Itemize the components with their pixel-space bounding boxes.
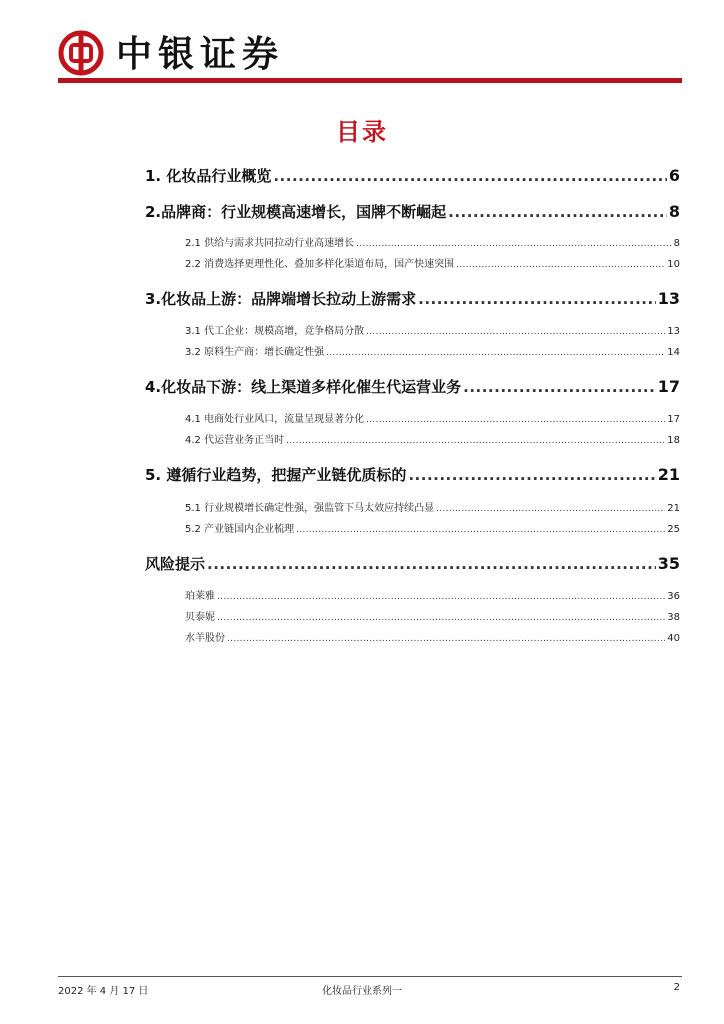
page-header: [58, 20, 682, 80]
toc-entry-page: 25: [667, 524, 680, 535]
footer-date: 2022 年 4 月 17 日: [58, 986, 149, 997]
toc-subentry[interactable]: [185, 325, 680, 339]
toc-entry-page: 21: [657, 465, 680, 484]
toc-entry[interactable]: [145, 166, 680, 186]
toc-entry[interactable]: [145, 465, 680, 485]
toc-entry-label: 3.2 原料生产商：增长确定性强: [185, 347, 325, 358]
toc-entry-page: 14: [667, 347, 680, 358]
toc-subentry[interactable]: [185, 346, 680, 360]
toc-title: 目录: [336, 118, 388, 146]
toc-subentry[interactable]: [185, 237, 680, 251]
toc-entry-page: 38: [667, 612, 680, 623]
toc-entry-label: 1. 化妆品行业概览: [145, 167, 272, 185]
toc-entry-label: 风险提示: [145, 555, 206, 573]
header-rule: [58, 78, 682, 83]
footer-page-number: 2: [673, 982, 680, 993]
toc-entry-page: 8: [668, 202, 680, 221]
toc-leader-dots: [366, 325, 665, 339]
toc-entry-label: 珀莱雅: [185, 591, 215, 602]
toc-entry-label: 3.1 代工企业：规模高增，竞争格局分散: [185, 326, 365, 337]
toc-subentry[interactable]: [185, 434, 680, 448]
toc-leader-dots: [448, 202, 667, 222]
toc-leader-dots: [436, 502, 665, 516]
toc-leader-dots: [408, 465, 655, 485]
toc-entry-page: 6: [668, 166, 680, 185]
toc-leader-dots: [207, 554, 656, 574]
toc-subentry[interactable]: [185, 632, 680, 646]
toc-entry-page: 18: [667, 435, 680, 446]
toc-leader-dots: [326, 346, 665, 360]
toc-leader-dots: [456, 258, 665, 272]
toc-leader-dots: [366, 413, 665, 427]
toc-entry-page: 21: [667, 503, 680, 514]
toc-leader-dots: [463, 377, 656, 397]
toc-entry-label: 贝泰妮: [185, 612, 215, 623]
toc-leader-dots: [227, 632, 665, 646]
toc-entry[interactable]: [145, 377, 680, 397]
toc-leader-dots: [296, 523, 665, 537]
toc-entry-page: 35: [657, 554, 680, 573]
toc-entry[interactable]: [145, 289, 680, 309]
toc-entry[interactable]: [145, 202, 680, 222]
toc-subentry[interactable]: [185, 590, 680, 604]
toc-entry-label: 水羊股份: [185, 633, 225, 644]
toc-entry-page: 10: [667, 259, 680, 270]
toc-entry-label: 5.2 产业链国内企业梳理: [185, 524, 295, 535]
toc-leader-dots: [286, 434, 665, 448]
toc-leader-dots: [217, 590, 665, 604]
toc-subentry[interactable]: [185, 502, 680, 516]
toc-entry-label: 4.1 电商处行业风口，流量呈现显著分化: [185, 414, 365, 425]
toc-leader-dots: [217, 611, 665, 625]
toc-leader-dots: [273, 166, 667, 186]
toc-entry-page: 17: [657, 377, 680, 396]
brand-name: 中银证券: [116, 33, 285, 75]
toc-subentry[interactable]: [185, 258, 680, 272]
toc-entry-label: 5. 遵循行业趋势，把握产业链优质标的: [145, 466, 407, 484]
toc-leader-dots: [356, 237, 672, 251]
toc-entry-page: 40: [667, 633, 680, 644]
toc-entry-page: 17: [667, 414, 680, 425]
toc-entry-label: 5.1 行业规模增长确定性强，强监管下马太效应持续凸显: [185, 503, 435, 514]
bank-of-china-logo-icon: [58, 30, 104, 76]
toc-subentry[interactable]: [185, 413, 680, 427]
toc-subentry[interactable]: [185, 523, 680, 537]
toc-entry-label: 4.2 代运营业务正当时: [185, 435, 285, 446]
toc-entry-label: 2.2 消费选择更理性化、叠加多样化渠道布局，国产快速突围: [185, 259, 455, 270]
toc-entry-label: 4.化妆品下游：线上渠道多样化催生代运营业务: [145, 378, 462, 396]
footer-rule: [58, 976, 682, 977]
toc-entry-label: 2.品牌商：行业规模高速增长，国牌不断崛起: [145, 203, 447, 221]
toc-entry-page: 8: [673, 238, 680, 249]
toc-entry-page: 13: [667, 326, 680, 337]
toc-entry-page: 36: [667, 591, 680, 602]
toc-subentry[interactable]: [185, 611, 680, 625]
toc-entry-page: 13: [657, 289, 680, 308]
toc-entry[interactable]: [145, 554, 680, 574]
toc-entry-label: 2.1 供给与需求共同拉动行业高速增长: [185, 238, 355, 249]
footer-series: 化妆品行业系列一: [322, 986, 402, 997]
toc-leader-dots: [418, 289, 656, 309]
toc-entry-label: 3.化妆品上游：品牌端增长拉动上游需求: [145, 290, 417, 308]
